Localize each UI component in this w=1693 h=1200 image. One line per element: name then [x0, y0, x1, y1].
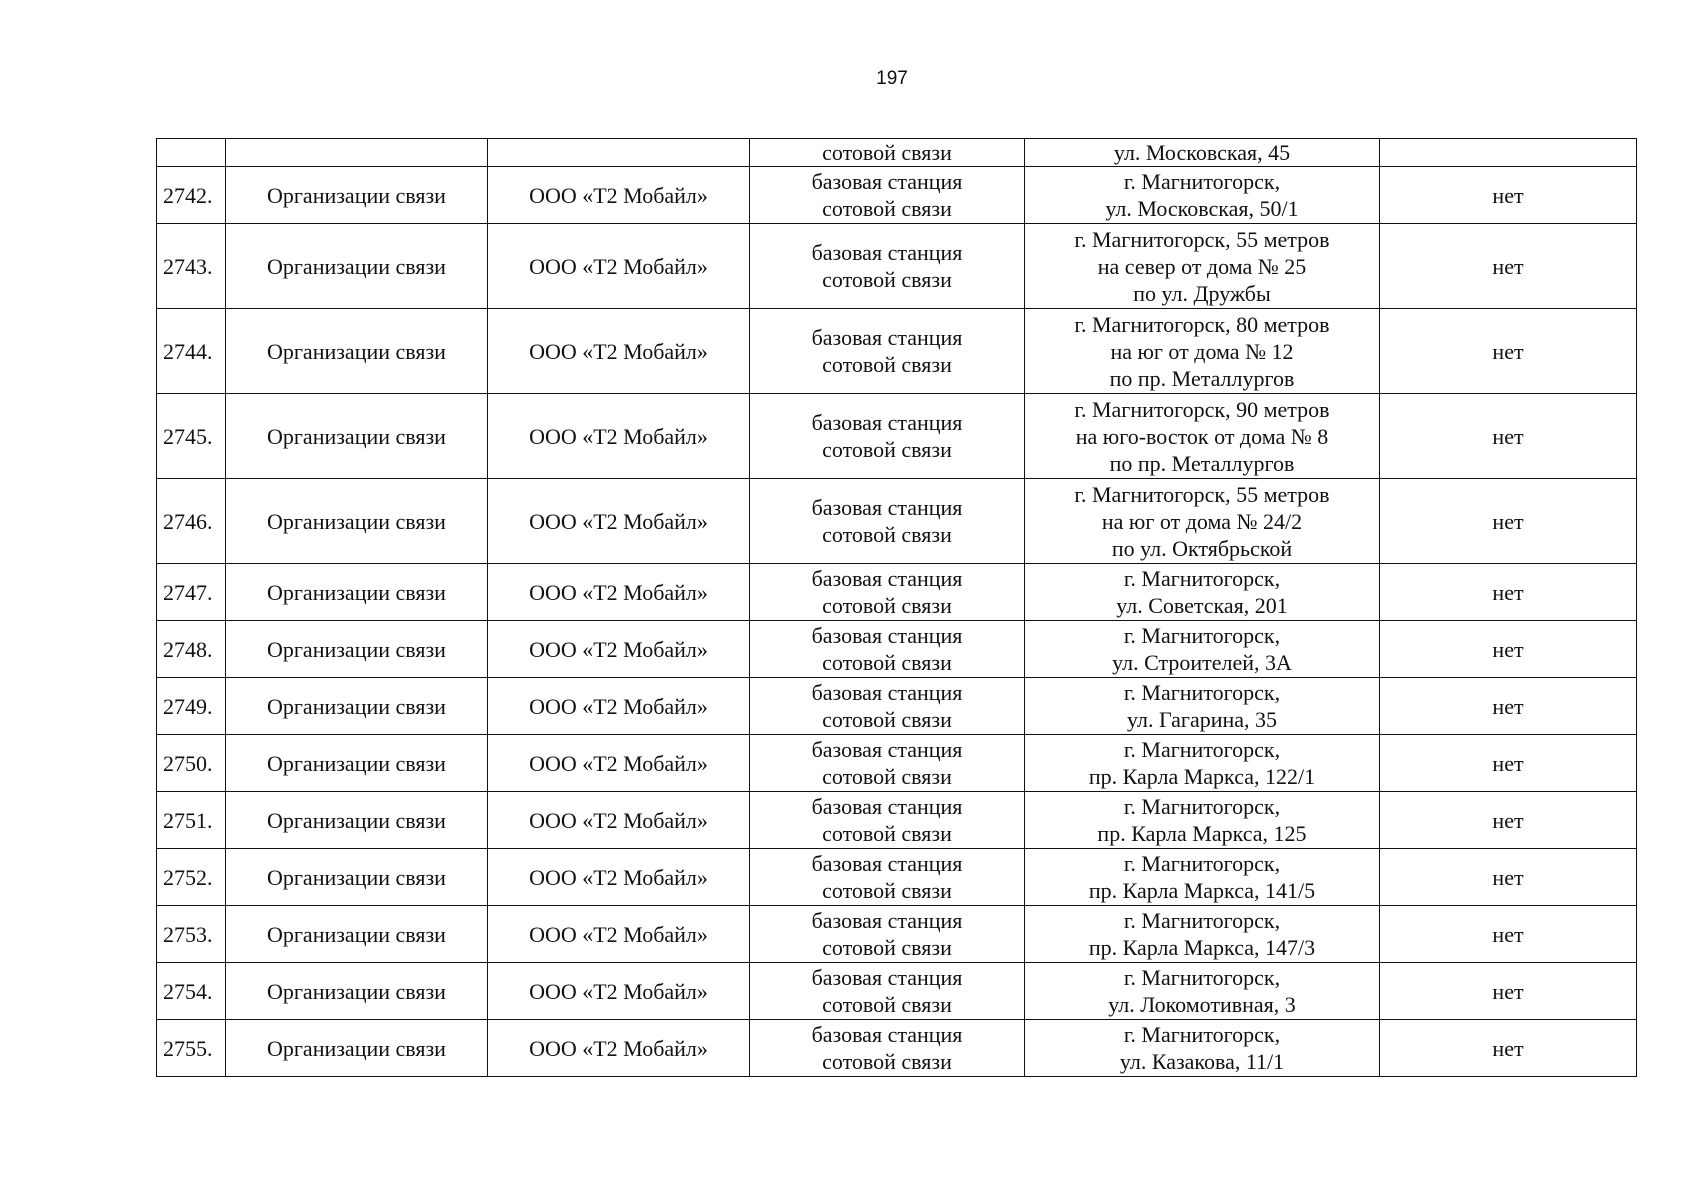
cell-object: [750, 167, 1025, 224]
cell-object-line: сотовой связи: [822, 196, 952, 221]
cell-note: нет: [1380, 564, 1637, 621]
cell-address: [1025, 224, 1380, 309]
cell-address-line: ул. Казакова, 11/1: [1119, 1049, 1285, 1074]
cell-category: Организации связи: [226, 735, 488, 792]
cell-address-line: на север от дома № 25: [1097, 253, 1307, 279]
cell-number: 2749.: [157, 678, 226, 735]
cell-category: Организации связи: [226, 678, 488, 735]
cell-address-line: по ул. Дружбы: [1133, 280, 1271, 306]
cell-note: нет: [1380, 735, 1637, 792]
cell-note: нет: [1380, 224, 1637, 309]
cell-object-line: сотовой связи: [822, 992, 952, 1017]
registry-table-body: [157, 139, 1637, 1077]
cell-address-line: г. Магнитогорск,: [1123, 169, 1281, 194]
cell-address-line: г. Магнитогорск,: [1123, 623, 1281, 648]
cell-organization: ООО «Т2 Мобайл»: [488, 963, 750, 1020]
cell-object-line: сотовой связи: [822, 522, 952, 547]
cell-object: [750, 792, 1025, 849]
cell-object-line: базовая станция: [811, 410, 963, 435]
table-row: [157, 309, 1637, 394]
cell-address: [1025, 564, 1380, 621]
cell-number: 2745.: [157, 394, 226, 479]
cell-number: 2743.: [157, 224, 226, 309]
cell-note: нет: [1380, 849, 1637, 906]
registry-table: [156, 138, 1637, 1077]
cell-address: [1025, 167, 1380, 224]
cell-organization: ООО «Т2 Мобайл»: [488, 394, 750, 479]
cell-address-line: г. Магнитогорск,: [1123, 1022, 1281, 1047]
cell-note: нет: [1380, 1020, 1637, 1077]
cell-object: [750, 678, 1025, 735]
cell-number: [157, 139, 226, 167]
table-row: [157, 963, 1637, 1020]
cell-organization: ООО «Т2 Мобайл»: [488, 678, 750, 735]
cell-category: Организации связи: [226, 224, 488, 309]
cell-object: [750, 479, 1025, 564]
cell-address-line: ул. Советская, 201: [1116, 593, 1288, 618]
cell-object-line: сотовой связи: [822, 267, 952, 292]
cell-object-line: сотовой связи: [822, 593, 952, 618]
cell-object-line: сотовой связи: [822, 352, 952, 377]
table-row: [157, 792, 1637, 849]
table-row: [157, 621, 1637, 678]
page-number: 197: [876, 68, 908, 89]
cell-organization: ООО «Т2 Мобайл»: [488, 1020, 750, 1077]
cell-object-line: сотовой связи: [822, 1049, 952, 1074]
cell-address: [1025, 1020, 1380, 1077]
cell-organization: ООО «Т2 Мобайл»: [488, 735, 750, 792]
cell-object-line: базовая станция: [811, 680, 963, 705]
cell-note: нет: [1380, 394, 1637, 479]
cell-address: [1025, 139, 1380, 167]
cell-address-line: по пр. Металлургов: [1109, 365, 1295, 391]
cell-object-line: базовая станция: [811, 794, 963, 819]
cell-category: Организации связи: [226, 906, 488, 963]
cell-number: 2748.: [157, 621, 226, 678]
cell-object-line: сотовой связи: [822, 650, 952, 675]
cell-object: [750, 564, 1025, 621]
cell-object-line: базовая станция: [811, 851, 963, 876]
table-row: [157, 678, 1637, 735]
cell-address-line: пр. Карла Маркса, 122/1: [1088, 764, 1316, 789]
cell-object: [750, 224, 1025, 309]
cell-address: [1025, 309, 1380, 394]
cell-category: Организации связи: [226, 309, 488, 394]
cell-object: [750, 963, 1025, 1020]
cell-note: нет: [1380, 678, 1637, 735]
cell-number: 2753.: [157, 906, 226, 963]
cell-address-line: на юг от дома № 12: [1110, 338, 1294, 364]
cell-address-line: пр. Карла Маркса, 125: [1097, 821, 1307, 846]
cell-category: Организации связи: [226, 849, 488, 906]
cell-object: [750, 139, 1025, 167]
cell-organization: ООО «Т2 Мобайл»: [488, 167, 750, 224]
cell-object-line: сотовой связи: [822, 140, 952, 165]
cell-note: нет: [1380, 963, 1637, 1020]
cell-object: [750, 621, 1025, 678]
cell-number: 2744.: [157, 309, 226, 394]
cell-address-line: по ул. Октябрьской: [1111, 535, 1293, 561]
cell-object-line: базовая станция: [811, 566, 963, 591]
cell-category: [226, 139, 488, 167]
cell-object-line: базовая станция: [811, 240, 963, 265]
cell-address-line: г. Магнитогорск,: [1123, 851, 1281, 876]
table-row: [157, 1020, 1637, 1077]
cell-address-line: пр. Карла Маркса, 147/3: [1088, 935, 1316, 960]
cell-address: [1025, 735, 1380, 792]
cell-object-line: сотовой связи: [822, 707, 952, 732]
cell-address-line: по пр. Металлургов: [1109, 450, 1295, 476]
cell-category: Организации связи: [226, 564, 488, 621]
cell-object: [750, 735, 1025, 792]
cell-category: Организации связи: [226, 1020, 488, 1077]
cell-object-line: сотовой связи: [822, 878, 952, 903]
cell-address-line: ул. Гагарина, 35: [1126, 707, 1278, 732]
cell-object-line: базовая станция: [811, 169, 963, 194]
cell-note: нет: [1380, 906, 1637, 963]
cell-category: Организации связи: [226, 479, 488, 564]
cell-address-line: г. Магнитогорск, 55 метров: [1074, 226, 1330, 252]
cell-category: Организации связи: [226, 963, 488, 1020]
cell-address-line: ул. Московская, 50/1: [1105, 196, 1299, 221]
cell-number: 2750.: [157, 735, 226, 792]
cell-number: 2754.: [157, 963, 226, 1020]
cell-address-line: ул. Московская, 45: [1113, 140, 1291, 165]
cell-address: [1025, 479, 1380, 564]
table-row: [157, 394, 1637, 479]
cell-object-line: базовая станция: [811, 623, 963, 648]
cell-organization: ООО «Т2 Мобайл»: [488, 479, 750, 564]
cell-number: 2746.: [157, 479, 226, 564]
cell-number: 2742.: [157, 167, 226, 224]
cell-address-line: на юго-восток от дома № 8: [1075, 423, 1329, 449]
cell-address-line: г. Магнитогорск,: [1123, 566, 1281, 591]
cell-object-line: базовая станция: [811, 1022, 963, 1047]
table-row: [157, 479, 1637, 564]
cell-object: [750, 849, 1025, 906]
cell-category: Организации связи: [226, 792, 488, 849]
cell-note: нет: [1380, 167, 1637, 224]
cell-object-line: базовая станция: [811, 495, 963, 520]
cell-address-line: ул. Строителей, 3А: [1112, 650, 1292, 675]
cell-address: [1025, 792, 1380, 849]
table-row: [157, 167, 1637, 224]
cell-address-line: г. Магнитогорск,: [1123, 794, 1281, 819]
cell-object: [750, 906, 1025, 963]
cell-note: нет: [1380, 792, 1637, 849]
cell-note: нет: [1380, 479, 1637, 564]
table-row: [157, 849, 1637, 906]
cell-organization: [488, 139, 750, 167]
cell-object: [750, 1020, 1025, 1077]
cell-address: [1025, 621, 1380, 678]
cell-object-line: базовая станция: [811, 737, 963, 762]
cell-category: Организации связи: [226, 394, 488, 479]
cell-number: 2752.: [157, 849, 226, 906]
cell-organization: ООО «Т2 Мобайл»: [488, 906, 750, 963]
cell-number: 2747.: [157, 564, 226, 621]
cell-organization: ООО «Т2 Мобайл»: [488, 792, 750, 849]
table-row: [157, 906, 1637, 963]
cell-address: [1025, 849, 1380, 906]
table-row: [157, 224, 1637, 309]
cell-object-line: базовая станция: [811, 325, 963, 350]
cell-address: [1025, 906, 1380, 963]
cell-object-line: базовая станция: [811, 908, 963, 933]
cell-organization: ООО «Т2 Мобайл»: [488, 224, 750, 309]
cell-note: нет: [1380, 621, 1637, 678]
cell-address-line: г. Магнитогорск,: [1123, 737, 1281, 762]
cell-address: [1025, 394, 1380, 479]
cell-address-line: на юг от дома № 24/2: [1101, 508, 1303, 534]
cell-organization: ООО «Т2 Мобайл»: [488, 849, 750, 906]
cell-number: 2751.: [157, 792, 226, 849]
cell-object-line: сотовой связи: [822, 764, 952, 789]
cell-organization: ООО «Т2 Мобайл»: [488, 564, 750, 621]
cell-organization: ООО «Т2 Мобайл»: [488, 309, 750, 394]
cell-address-line: г. Магнитогорск, 90 метров: [1074, 396, 1330, 422]
cell-address-line: г. Магнитогорск,: [1123, 908, 1281, 933]
cell-address: [1025, 963, 1380, 1020]
cell-number: 2755.: [157, 1020, 226, 1077]
table-row: [157, 564, 1637, 621]
cell-address-line: г. Магнитогорск, 80 метров: [1074, 311, 1330, 337]
cell-address-line: г. Магнитогорск,: [1123, 680, 1281, 705]
cell-organization: ООО «Т2 Мобайл»: [488, 621, 750, 678]
table-row: [157, 735, 1637, 792]
cell-object-line: базовая станция: [811, 965, 963, 990]
cell-object: [750, 394, 1025, 479]
cell-note: нет: [1380, 309, 1637, 394]
cell-category: Организации связи: [226, 621, 488, 678]
cell-address: [1025, 678, 1380, 735]
cell-address-line: г. Магнитогорск,: [1123, 965, 1281, 990]
cell-object-line: сотовой связи: [822, 437, 952, 462]
cell-category: Организации связи: [226, 167, 488, 224]
cell-object-line: сотовой связи: [822, 935, 952, 960]
cell-object: [750, 309, 1025, 394]
table-row-continuation: [157, 139, 1637, 167]
cell-object-line: сотовой связи: [822, 821, 952, 846]
cell-note: [1380, 139, 1637, 167]
cell-address-line: ул. Локомотивная, 3: [1108, 992, 1296, 1017]
cell-address-line: пр. Карла Маркса, 141/5: [1088, 878, 1316, 903]
cell-address-line: г. Магнитогорск, 55 метров: [1074, 481, 1330, 507]
